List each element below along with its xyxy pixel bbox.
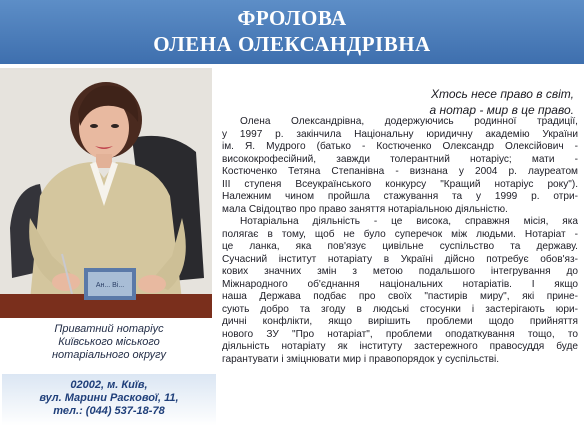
article-line: Належним чином пройшла стажування та у 1999 р. отри- (222, 191, 578, 202)
article-line: у 1997 р. закінчила Національну юридичну академію України (222, 128, 578, 140)
portrait-photo (0, 68, 212, 318)
article-line: мала Свідоцтво про право заняття нотаріальною діяльністю. (222, 203, 508, 215)
article-line: Сучасний інститут нотаріату в Україні дійсно потребує обов'яз- (222, 253, 578, 265)
article-line: кових значних змін з метою подальшого інтегрування до (222, 266, 578, 277)
article-line: це ланка, яка пов'язує цивільне суспільство та державу. (222, 241, 578, 252)
article-line: нового ЗУ "Про нотаріат", проблеми оподаткування тощо, то (222, 328, 578, 340)
book-cover-text: Ан... Ві... (95, 282, 125, 289)
address-phone: тел.: (044) 537-18-78 (53, 405, 165, 417)
caption-line: Київського міського (58, 336, 160, 348)
surname-heading: ФРОЛОВА (237, 6, 347, 30)
article-line: Міжнародного об'єднання національних нотаріатів. І якщо (222, 278, 578, 290)
article-body (222, 116, 578, 366)
page-header (0, 0, 584, 64)
epigraph-quote (430, 86, 575, 118)
article-line: III ступеня Всеукраїнського конкурсу "Кращий нотаріус року"). (222, 178, 578, 190)
contact-address (2, 374, 216, 426)
article-line: Олена Олександрівна, додержуючись родинної традиції, (240, 116, 578, 127)
article-line: сують добро та згоду в людські стосунки і застерігають юри- (222, 303, 578, 315)
article-line: гарантувати і зміцнювати мир і правопорядок у суспільстві. (222, 353, 500, 365)
epigraph-line: Хтось несе право в світ, (430, 87, 574, 101)
name-heading: ОЛЕНА ОЛЕКСАНДРІВНА (153, 32, 431, 56)
address-street: вул. Марини Раскової, 11, (39, 392, 179, 404)
epigraph-line: а нотар - мир в це право. (429, 103, 574, 117)
article-line: наша Держава подбає про своїх "пастирів миру", які прине- (222, 291, 578, 302)
caption-line: нотаріального округу (51, 349, 166, 361)
article-line: діяльність нотаріату як інституту застережного правосуддя буде (222, 341, 578, 352)
address-postal: 02002, м. Київ, (70, 379, 148, 391)
notary-caption (0, 319, 218, 371)
article-line: дичні конфлікти, якщо вирішить проблеми щодо прийняття (222, 316, 578, 327)
article-paragraph-1 (222, 116, 578, 216)
article-line: ім. Я. Мудрого (батько - Костюченко Олександр Олексійович - (222, 141, 578, 152)
article-line: висококрофесійний, завжди толерантний нотаріус; мати - (222, 153, 578, 165)
article-line: Нотаріальна діяльність - це висока, справжня місія, яка (240, 216, 578, 227)
article-paragraph-2 (222, 216, 578, 366)
article-line: полягає в тому, щоб не було суперечок між людьми. Нотаріат - (222, 228, 578, 240)
article-line: Костюченко Тетяна Степанівна - визнана у 2004 р. лауреатом (222, 166, 578, 177)
caption-line: Приватний нотаріус (54, 323, 164, 335)
